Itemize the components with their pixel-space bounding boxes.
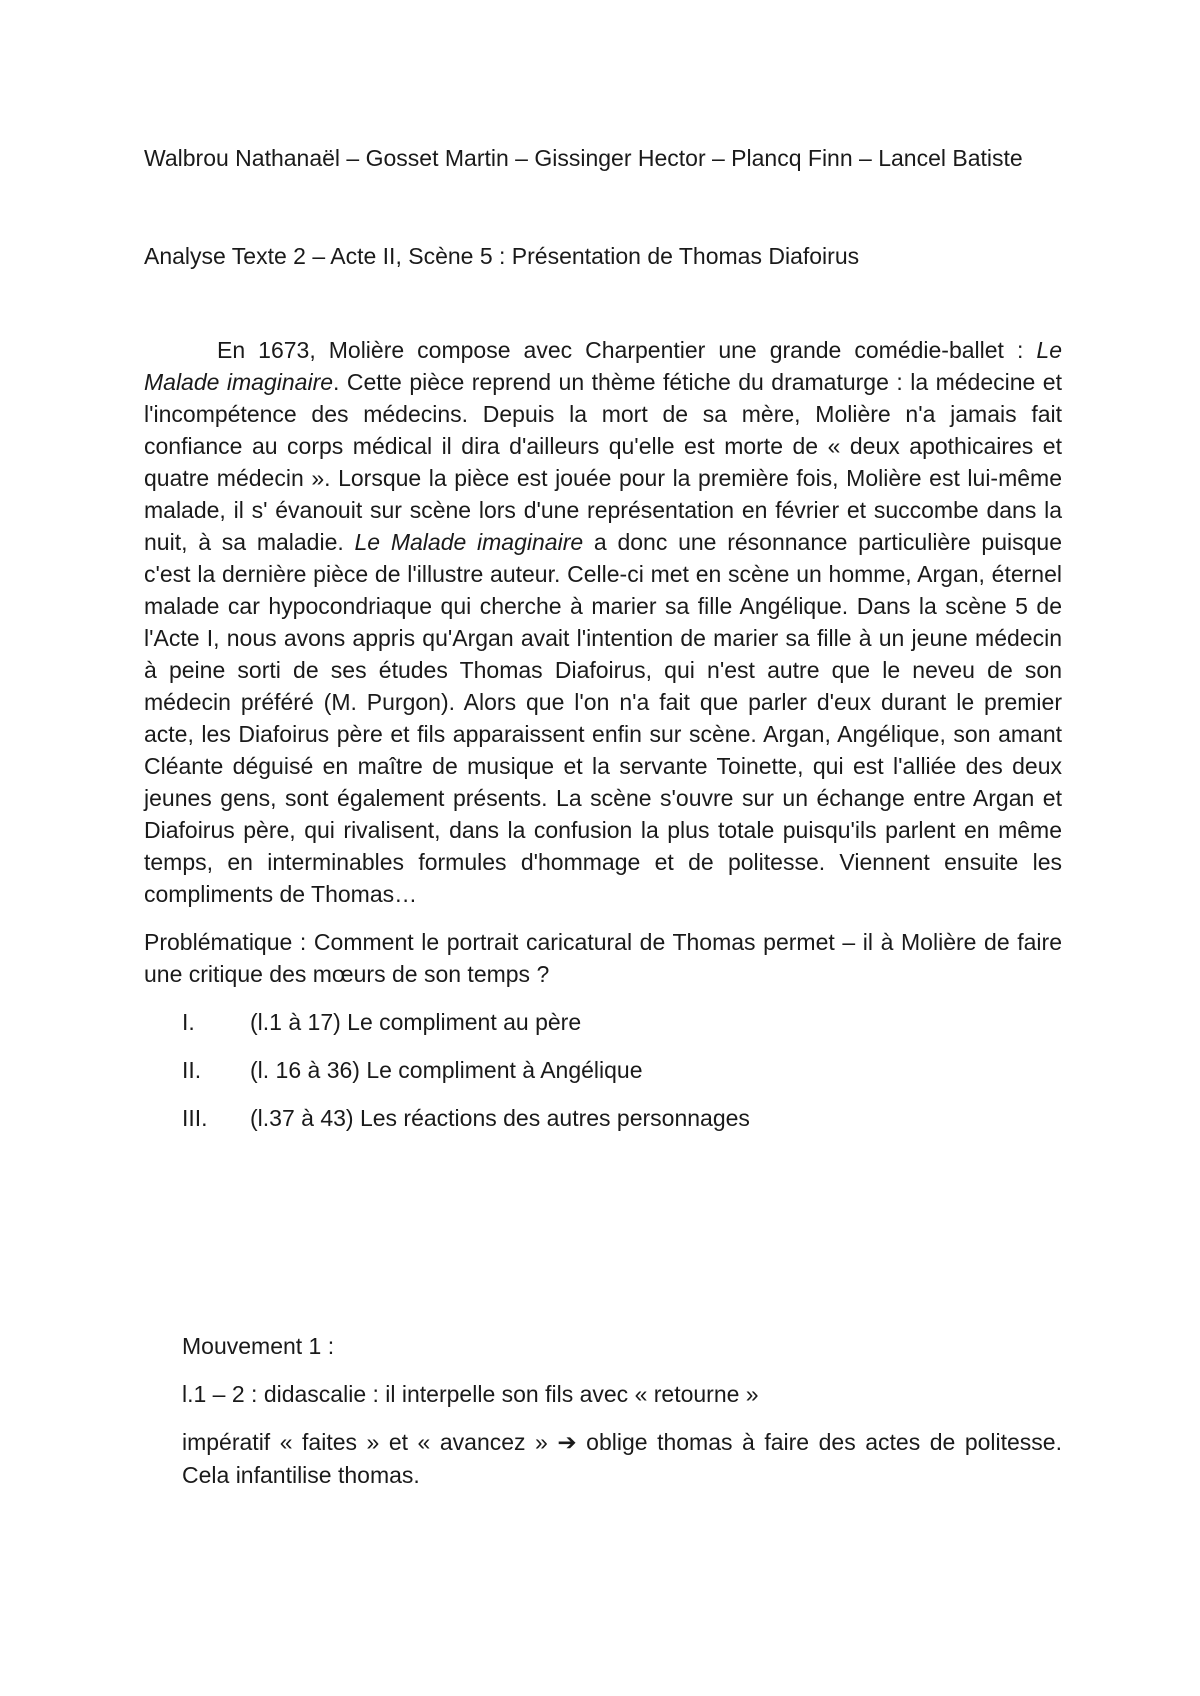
intro-italic-title-2: Le Malade imaginaire [354,529,584,555]
plan-item-label: (l. 16 à 36) Le compliment à Angélique [250,1057,643,1083]
plan-item [144,1054,1062,1086]
intro-text-part1: En 1673, Molière compose avec Charpentier une grande comédie-ballet : [217,337,1037,363]
plan-list [144,1006,1062,1134]
mouvement-line-2 [182,1426,1062,1491]
plan-item-number: II. [182,1057,202,1083]
intro-text-part2: . Cette pièce reprend un thème fétiche du dramaturge : la médecine et l'incompétence des médecins. Depuis la mort de sa mère, Molière n'a jamais fait confiance au corps médical il dira d'ailleurs qu'elle est morte de « deux apothicaires et quatre médecin ». Lorsque la pièce est jouée pour la première fois, Molière est lui-même malade, il s' évanouit sur scène lors d'une représentation en février et succombe dans la nuit, à sa maladie. [144,369,1062,555]
intro-text-part3: a donc une résonnance particulière puisque c'est la dernière pièce de l'illustre auteur. Celle-ci met en scène un homme, Argan, éternel malade car hypocondriaque qui cherche à marier sa fille Angélique. Dans la scène 5 de l'Acte I, nous avons appris qu'Argan avait l'intention de marier sa fille à un jeune médecin à peine sorti de ses études Thomas Diafoirus, qui n'est autre que le neveu de son médecin préféré (M. Purgon). Alors que l'on n'a fait que parler d'eux durant le premier acte, les Diafoirus père et fils apparaissent enfin sur scène. Argan, Angélique, son amant Cléante déguisé en maître de musique et la servante Toinette, qui est l'alliée des deux jeunes gens, sont également présents. La scène s'ouvre sur un échange entre Argan et Diafoirus père, qui rivalisent, dans la confusion la plus totale puisqu'ils parlent en même temps, en interminables formules d'hommage et de politesse. Viennent ensuite les compliments de Thomas… [144,529,1062,907]
authors-line: Walbrou Nathanaël – Gosset Martin – Gissinger Hector – Plancq Finn – Lancel Batiste [144,145,1023,171]
mouvement-line-1: l.1 – 2 : didascalie : il interpelle son fils avec « retourne » [182,1381,759,1407]
mouvement-line-2-start: impératif « faites » et « avancez » [182,1429,558,1455]
plan-item-label: (l.37 à 43) Les réactions des autres personnages [250,1105,750,1131]
right-arrow-icon: ➔ [557,1430,577,1456]
plan-item-number: I. [182,1009,195,1035]
intro-italic-title-1: Le Malade imaginaire [144,337,1062,395]
plan-item-number: III. [182,1105,208,1131]
mouvement-line-2-end: oblige thomas à faire des actes de politesse. Cela infantilise thomas. [182,1429,1062,1488]
plan-item [144,1102,1062,1134]
problematique-paragraph: Problématique : Comment le portrait caricatural de Thomas permet – il à Molière de faire une critique des mœurs de son temps ? [144,929,1062,987]
plan-item-label: (l.1 à 17) Le compliment au père [250,1009,582,1035]
document-title: Analyse Texte 2 – Acte II, Scène 5 : Présentation de Thomas Diafoirus [144,243,860,269]
document-body [144,142,1062,1150]
mouvement-title: Mouvement 1 : [182,1333,335,1359]
plan-item [144,1006,1062,1038]
introduction-paragraph [144,334,1062,910]
